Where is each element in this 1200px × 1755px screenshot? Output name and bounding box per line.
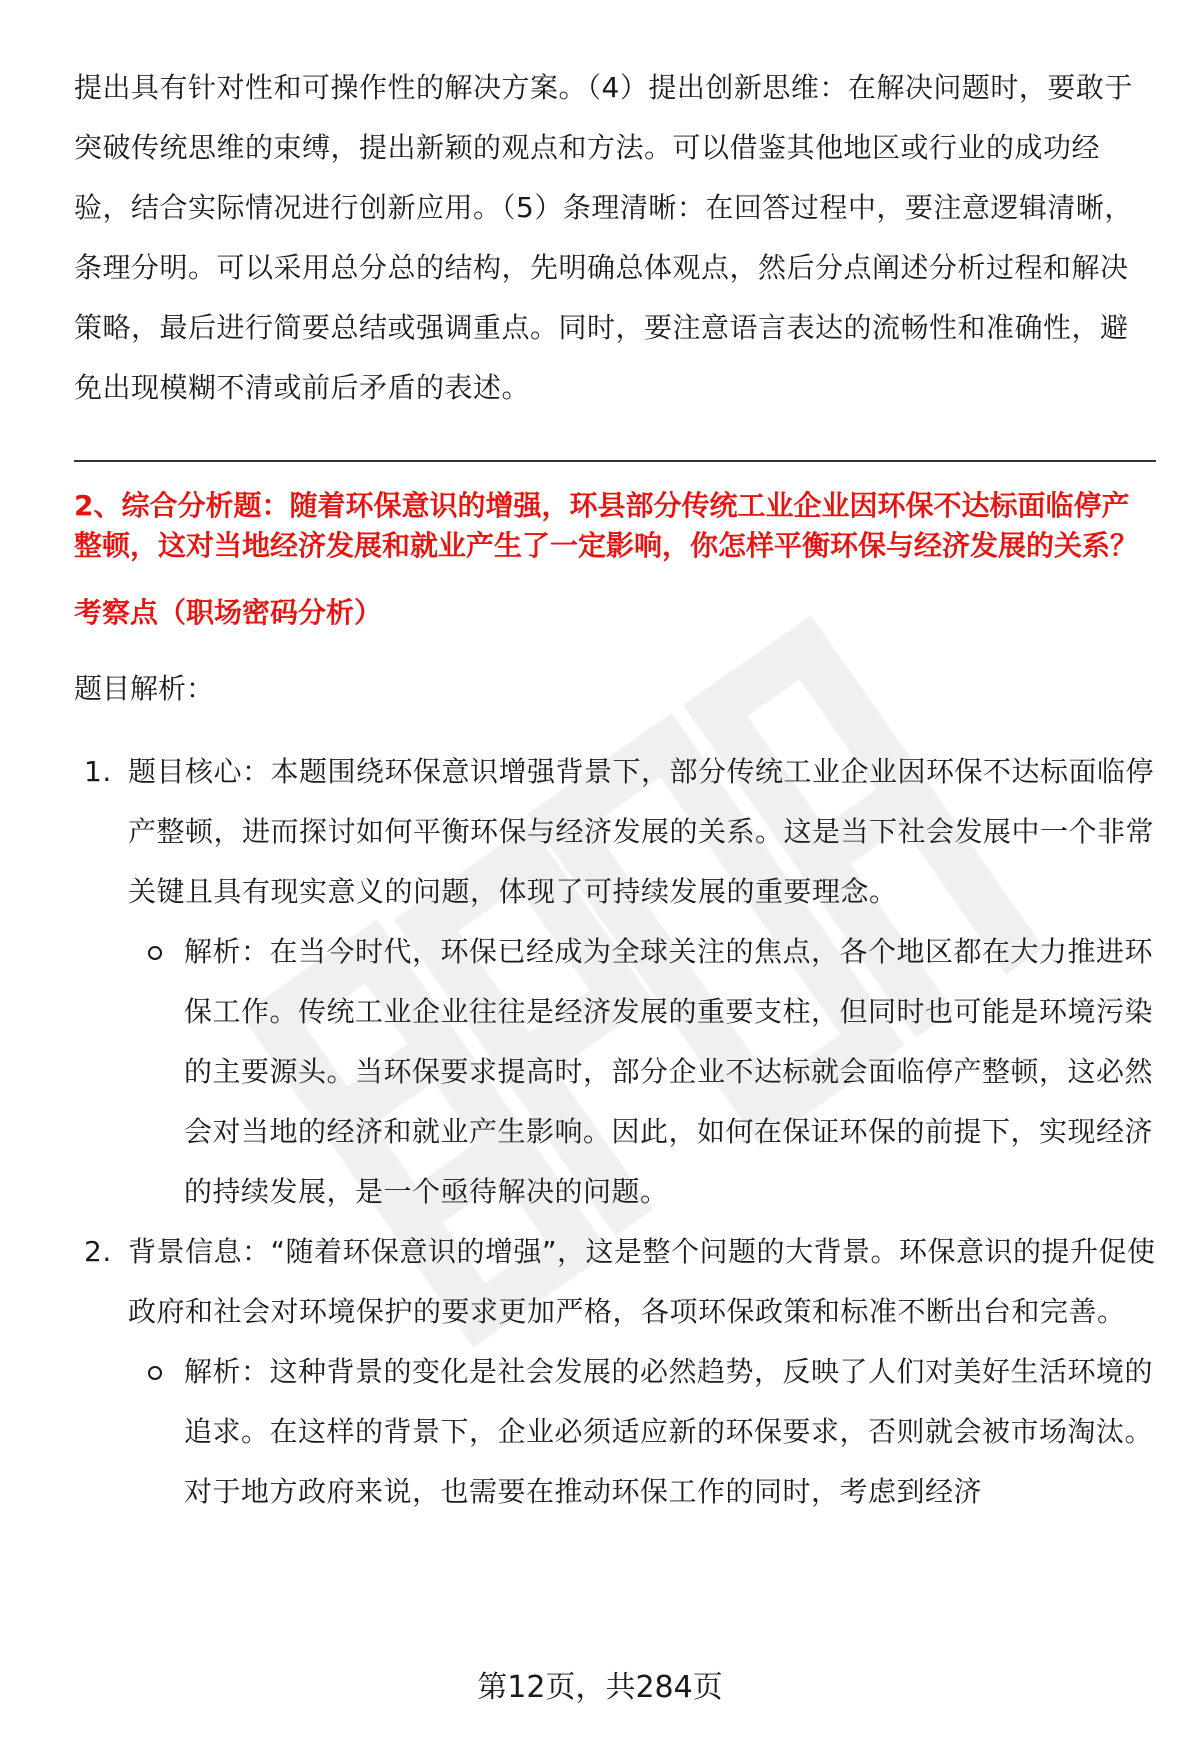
sub-list bbox=[128, 1342, 1156, 1522]
intro-paragraph: 提出具有针对性和可操作性的解决方案。（4）提出创新思维：在解决问题时，要敢于突破传统思维的束缚，提出新颖的观点和方法。可以借鉴其他地区或行业的成功经验，结合实际情况进行创新应用。（5）条理清晰：在回答过程中，要注意逻辑清晰，条理分明。可以采用总分总的结构，先明确总体观点，然后分点阐述分析过程和解决策略，最后进行简要总结或强调重点。同时，要注意语言表达的流畅性和准确性，避免出现模糊不清或前后矛盾的表述。 bbox=[74, 71, 1133, 404]
sub-list-item-text: 解析：这种背景的变化是社会发展的必然趋势，反映了人们对美好生活环境的追求。在这样的背景下，企业必须适应新的环保要求，否则就会被市场淘汰。对于地方政府来说，也需要在推动环保工作的同时，考虑到经济 bbox=[184, 1355, 1154, 1508]
question-heading: 2、综合分析题：随着环保意识的增强，环县部分传统工业企业因环保不达标面临停产整顿，这对当地经济发展和就业产生了一定影响，你怎样平衡环保与经济发展的关系？ bbox=[74, 489, 1139, 562]
list-item-text: 题目核心：本题围绕环保意识增强背景下，部分传统工业企业因环保不达标面临停产整顿，进而探讨如何平衡环保与经济发展的关系。这是当下社会发展中一个非常关键且具有现实意义的问题，体现了可持续发展的重要理念。 bbox=[128, 755, 1155, 908]
page-footer: 第12页，共284页 bbox=[477, 1670, 723, 1705]
sub-list-item bbox=[128, 1342, 1156, 1522]
exam-point-heading: 考察点（职场密码分析） bbox=[74, 596, 383, 629]
list-item-text: 背景信息：“随着环保意识的增强”，这是整个问题的大背景。环保意识的提升促使政府和社会对环境保护的要求更加严格，各项环保政策和标准不断出台和完善。 bbox=[128, 1235, 1156, 1328]
analysis-list bbox=[74, 742, 1156, 1522]
list-item bbox=[74, 742, 1156, 1222]
circle-bullet-icon bbox=[148, 946, 162, 960]
list-item bbox=[74, 1222, 1156, 1522]
page-content bbox=[74, 58, 1156, 1522]
sub-list-item-text: 解析：在当今时代，环保已经成为全球关注的焦点，各个地区都在大力推进环保工作。传统工业企业往往是经济发展的重要支柱，但同时也可能是环境污染的主要源头。当环保要求提高时，部分企业不达标就会面临停产整顿，这必然会对当地的经济和就业产生影响。因此，如何在保证环保的前提下，实现经济的持续发展，是一个亟待解决的问题。 bbox=[184, 935, 1154, 1208]
circle-bullet-icon bbox=[148, 1366, 162, 1380]
analysis-label: 题目解析： bbox=[74, 672, 215, 705]
sub-list bbox=[128, 922, 1156, 1222]
list-item-number: 1. bbox=[84, 755, 112, 788]
sub-list-item bbox=[128, 922, 1156, 1222]
list-item-number: 2. bbox=[84, 1235, 112, 1268]
section-divider bbox=[74, 460, 1156, 462]
